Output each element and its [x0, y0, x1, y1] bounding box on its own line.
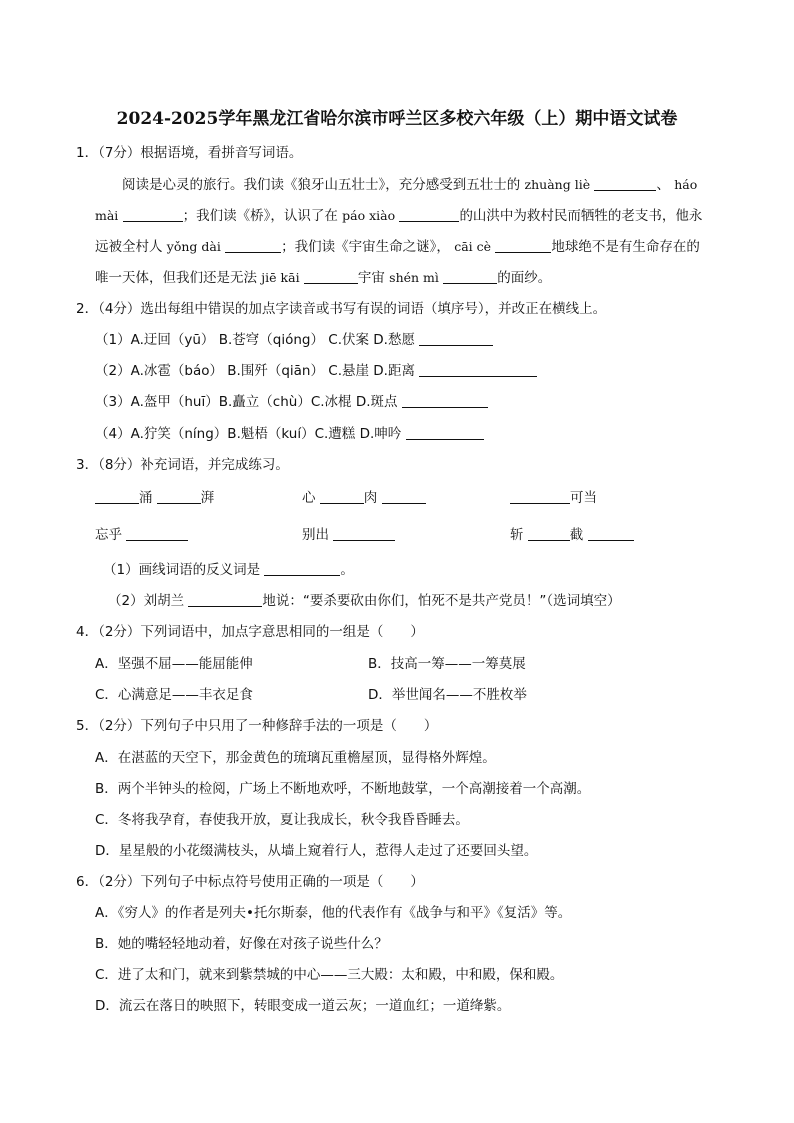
answer-blank[interactable]: [304, 269, 358, 284]
q1-passage-line-4: [95, 269, 551, 287]
q1-passage-line-3: [95, 238, 700, 256]
q1-text: 阅读是心灵的旅行。我们读《狼牙山五壮士》，充分感受到五壮士的: [122, 177, 521, 193]
pinyin-4: yǒng dài: [166, 239, 221, 254]
pinyin-3: páo xiào: [342, 208, 396, 223]
answer-blank[interactable]: [123, 207, 183, 222]
option-b[interactable]: B．她的嘴轻轻地动着，好像在对孩子说些什么？: [95, 936, 388, 952]
idiom-group-3: [510, 489, 597, 507]
q1-text: 远被全村人: [95, 239, 163, 255]
q2-item-text: （3）A.盔甲（huī）B.矗立（chù）C.冰棍 D.斑点: [95, 394, 398, 410]
answer-blank[interactable]: [406, 425, 484, 440]
idiom-char: 湃: [200, 490, 215, 506]
answer-blank[interactable]: [588, 526, 634, 541]
option-c[interactable]: C．进了太和门，就来到紫禁城的中心——三大殿：太和殿，中和殿，保和殿。: [95, 967, 564, 983]
option-a[interactable]: A．坚强不屈——能屈能伸: [95, 656, 253, 672]
answer-blank[interactable]: [264, 561, 340, 576]
option-a[interactable]: A．《穷人》的作者是列夫•托尔斯泰，他的代表作有《战争与和平》《复活》等。: [95, 905, 572, 921]
idiom-char: 截: [569, 527, 584, 543]
q2-item-text: （1）A.迂回（yū） B.苍穹（qióng） C.伏案 D.愁愿: [95, 332, 415, 348]
answer-blank[interactable]: [95, 489, 139, 504]
q3-subquestion-1: [103, 561, 354, 579]
q3-text: （1）画线词语的反义词是: [103, 562, 261, 578]
q1-passage-line-2: [95, 207, 702, 225]
q2-item: [95, 362, 537, 380]
answer-blank[interactable]: [419, 331, 493, 346]
idiom-char: 涌: [139, 490, 153, 506]
pinyin-5: cāi cè: [454, 239, 492, 254]
answer-blank[interactable]: [382, 489, 426, 504]
answer-blank[interactable]: [528, 526, 570, 541]
idiom-group-1: [95, 489, 214, 507]
option-b[interactable]: B．两个半钟头的检阅，广场上不断地欢呼，不断地鼓掌，一个高潮接着一个高潮。: [95, 781, 591, 797]
answer-blank[interactable]: [333, 526, 395, 541]
idiom-char: 忘乎: [95, 527, 122, 543]
q3-subquestion-2: [108, 592, 621, 610]
answer-blank[interactable]: [495, 238, 551, 253]
idiom-group-5: [302, 526, 395, 544]
idiom-group-2: [302, 489, 426, 507]
answer-blank[interactable]: [402, 393, 488, 408]
answer-blank[interactable]: [419, 362, 537, 377]
answer-blank[interactable]: [399, 207, 459, 222]
q1-text: 、: [656, 177, 670, 193]
q3-text: 地说：“要杀要砍由你们，怕死不是共产党员！”（选词填空）: [262, 593, 621, 609]
idiom-group-4: [95, 526, 188, 544]
idiom-char: 斩: [510, 527, 524, 543]
q1-text: ；我们读《宇宙生命之谜》，: [281, 239, 450, 255]
idiom-char: 别出: [302, 527, 329, 543]
pinyin-7: shén mì: [389, 270, 439, 285]
q3-heading: 3．（8分）补充词语，并完成练习。: [76, 457, 289, 473]
idiom-char: 可当: [570, 490, 597, 506]
option-b[interactable]: B．技高一筹——一筹莫展: [368, 656, 526, 672]
q4-heading: 4．（2分）下列词语中，加点字意思相同的一组是（ ）: [76, 624, 424, 640]
idiom-char: 心: [302, 490, 316, 506]
q2-item-text: （2）A.冰雹（báo） B.围歼（qiān） C.悬崖 D.距离: [95, 363, 415, 379]
q5-heading: 5．（2分）下列句子中只用了一种修辞手法的一项是（ ）: [76, 718, 438, 734]
q2-heading: 2．（4分）选出每组中错误的加点字读音或书写有误的词语（填序号），并改正在横线上。: [76, 301, 607, 317]
option-c[interactable]: C．冬将我孕育，春使我开放，夏让我成长，秋令我昏昏睡去。: [95, 812, 469, 828]
pinyin-1: zhuàng liè: [524, 177, 591, 192]
q1-text: 的山洪中为救村民而牺牲的老支书，他永: [459, 208, 703, 224]
q1-text: 的面纱。: [497, 270, 552, 286]
option-c[interactable]: C．心满意足——丰衣足食: [95, 687, 253, 703]
q1-text: 唯一天体，但我们还是无法: [95, 270, 257, 286]
q1-text: ；我们读《桥》，认识了在: [182, 208, 338, 224]
q2-item: [95, 331, 493, 349]
answer-blank[interactable]: [594, 176, 656, 191]
answer-blank[interactable]: [126, 526, 188, 541]
answer-blank[interactable]: [510, 489, 570, 504]
q3-text: 。: [340, 562, 354, 578]
exam-title: 2024-2025学年黑龙江省哈尔滨市呼兰区多校六年级（上）期中语文试卷: [116, 109, 678, 129]
q1-passage-line-1: [122, 176, 697, 194]
q1-text: 地球绝不是有生命存在的: [551, 239, 700, 255]
answer-blank[interactable]: [188, 592, 262, 607]
q6-heading: 6．（2分）下列句子中标点符号使用正确的一项是（ ）: [76, 874, 424, 890]
q2-item: [95, 393, 488, 411]
q1-heading: 1．（7分）根据语境，看拼音写词语。: [76, 145, 303, 161]
q3-text: （2）刘胡兰: [108, 593, 185, 609]
answer-blank[interactable]: [320, 489, 364, 504]
pinyin-2: mài: [95, 208, 119, 223]
option-d[interactable]: D．流云在落日的映照下，转眼变成一道云灰；一道血红；一道绛紫。: [95, 998, 511, 1014]
pinyin-2: háo: [674, 177, 698, 192]
idiom-group-6: [510, 526, 634, 544]
q1-text: 宇宙: [357, 270, 385, 286]
answer-blank[interactable]: [443, 269, 497, 284]
option-d[interactable]: D．星星般的小花缀满枝头，从墙上窥着行人，惹得人走过了还要回头望。: [95, 843, 538, 859]
option-a[interactable]: A．在湛蓝的天空下，那金黄色的琉璃瓦重檐屋顶，显得格外辉煌。: [95, 750, 496, 766]
option-d[interactable]: D．举世闻名——不胜枚举: [368, 687, 527, 703]
answer-blank[interactable]: [225, 238, 281, 253]
q2-item: [95, 425, 484, 443]
pinyin-6: jiē kāi: [261, 270, 300, 285]
answer-blank[interactable]: [157, 489, 201, 504]
idiom-char: 肉: [363, 490, 378, 506]
q2-item-text: （4）A.狞笑（níng）B.魁梧（kuí）C.遭糕 D.呻吟: [95, 426, 402, 442]
